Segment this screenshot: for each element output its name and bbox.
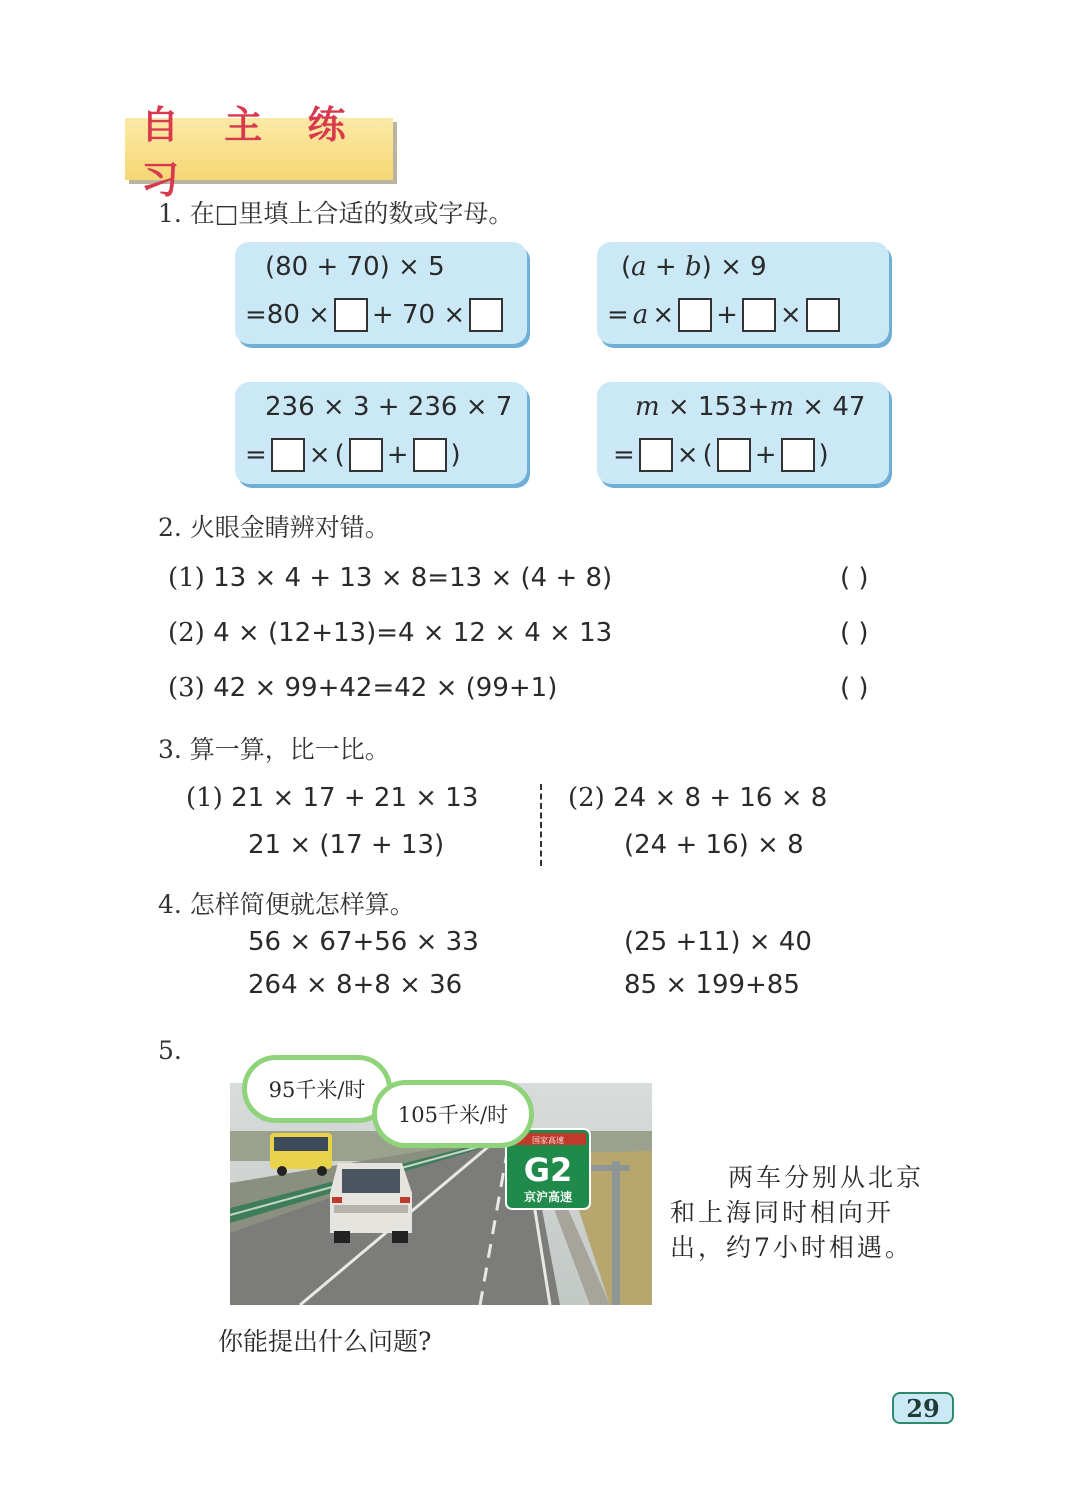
- q5-number: 5.: [158, 1036, 182, 1065]
- desc-line: 和上海同时相向开: [670, 1198, 895, 1227]
- plus: +: [754, 440, 777, 470]
- var-a: a: [631, 252, 647, 282]
- answer-box[interactable]: [781, 438, 815, 472]
- answer-parens[interactable]: ( ): [840, 673, 869, 703]
- q4-expr: 56 × 67+56 × 33: [248, 927, 479, 957]
- answer-box[interactable]: [678, 298, 712, 332]
- answer-box[interactable]: [806, 298, 840, 332]
- q3-right-a: [568, 783, 827, 813]
- q4-title: 4. 怎样简便就怎样算。: [158, 890, 415, 919]
- page-number: 29: [892, 1392, 954, 1424]
- equals: =: [613, 440, 635, 470]
- item-expression: 13 × 4 + 13 × 8=13 × (4 + 8): [213, 563, 613, 593]
- paren: (: [621, 252, 632, 282]
- q1-box3-line2: [245, 438, 461, 472]
- answer-box[interactable]: [742, 298, 776, 332]
- speech-bubble-2: 105千米/时: [372, 1080, 534, 1148]
- equals: =: [607, 300, 629, 330]
- times: ×: [652, 300, 675, 330]
- desc-line: 出，约7小时相遇。: [670, 1233, 913, 1262]
- answer-box[interactable]: [639, 438, 673, 472]
- q4-expr: (25 +11) × 40: [624, 927, 812, 957]
- q1-box1-part-a: =80 ×: [245, 300, 330, 330]
- q1-box2-line1: [621, 252, 767, 282]
- var-b: b: [685, 252, 702, 282]
- right-paren: ): [450, 440, 461, 470]
- var-m: m: [769, 392, 795, 422]
- mid: × 153+: [659, 392, 770, 422]
- q1-box1-line1: (80 + 70) × 5: [265, 252, 445, 282]
- q3-right-b: (24 + 16) × 8: [624, 830, 804, 860]
- desc-line: 两车分别从北京: [728, 1163, 925, 1192]
- times-9: ) × 9: [701, 252, 767, 282]
- item-expression: 4 × (12+13)=4 × 12 × 4 × 13: [213, 618, 613, 648]
- left-paren: (: [334, 440, 345, 470]
- section-banner: [125, 103, 393, 202]
- q1-title: 1. 在□里填上合适的数或字母。: [158, 199, 514, 228]
- sign-name: 京沪高速: [523, 1190, 573, 1204]
- q2-title: 2. 火眼金睛辨对错。: [158, 513, 390, 542]
- q1-box4-line2: [613, 438, 829, 472]
- divider: [540, 784, 542, 866]
- expression: 21 × 17 + 21 × 13: [231, 783, 479, 813]
- item-number: (1): [168, 563, 205, 593]
- times: ×: [676, 440, 699, 470]
- answer-box[interactable]: [717, 438, 751, 472]
- section-title: 自 主 练 习: [141, 103, 362, 202]
- answer-box[interactable]: [349, 438, 383, 472]
- item-number: (3): [168, 673, 205, 703]
- q3-left-b: 21 × (17 + 13): [248, 830, 445, 860]
- q5-description: [670, 1160, 940, 1265]
- q1-box-1: [235, 242, 527, 344]
- answer-parens[interactable]: ( ): [840, 563, 869, 593]
- sign-top-text: 国家高速: [532, 1136, 564, 1145]
- answer-box[interactable]: [334, 298, 368, 332]
- answer-box[interactable]: [469, 298, 503, 332]
- q1-box2-line2: [607, 298, 840, 332]
- q3-left-a: [186, 783, 478, 813]
- q1-box4-line1: [635, 392, 865, 422]
- times: ×: [308, 440, 331, 470]
- left-paren: (: [702, 440, 713, 470]
- plus: +: [716, 300, 738, 330]
- answer-box[interactable]: [271, 438, 305, 472]
- q1-box1-part-b: + 70 ×: [371, 300, 466, 330]
- item-expression: 42 × 99+42=42 × (99+1): [213, 673, 558, 703]
- var-a: a: [632, 300, 649, 330]
- item-number: (2): [168, 618, 205, 648]
- expression: 24 × 8 + 16 × 8: [613, 783, 828, 813]
- item-number: (2): [568, 783, 605, 813]
- q1-box3-line1: 236 × 3 + 236 × 7: [265, 392, 513, 422]
- plus: +: [386, 440, 409, 470]
- q1-box-3: [235, 382, 527, 484]
- var-m: m: [635, 392, 660, 422]
- q3-title: 3. 算一算，比一比。: [158, 735, 390, 764]
- speech-bubble-1: 95千米/时: [242, 1055, 392, 1123]
- item-number: (1): [186, 783, 223, 813]
- q5-question: 你能提出什么问题?: [218, 1327, 432, 1356]
- q1-box-2: [597, 242, 889, 344]
- equals: =: [245, 440, 267, 470]
- plus: +: [646, 252, 685, 282]
- q4-expr: 264 × 8+8 × 36: [248, 970, 463, 1000]
- sign-code: G2: [523, 1151, 573, 1189]
- q4-expr: 85 × 199+85: [624, 970, 800, 1000]
- q2-item-2: [168, 618, 612, 648]
- q2-item-3: [168, 673, 557, 703]
- q2-item-1: [168, 563, 612, 593]
- q1-box1-line2: [245, 298, 503, 332]
- end: × 47: [794, 392, 866, 422]
- answer-parens[interactable]: ( ): [840, 618, 869, 648]
- times: ×: [779, 300, 802, 330]
- answer-box[interactable]: [413, 438, 447, 472]
- q1-box-4: [597, 382, 889, 484]
- right-paren: ): [818, 440, 829, 470]
